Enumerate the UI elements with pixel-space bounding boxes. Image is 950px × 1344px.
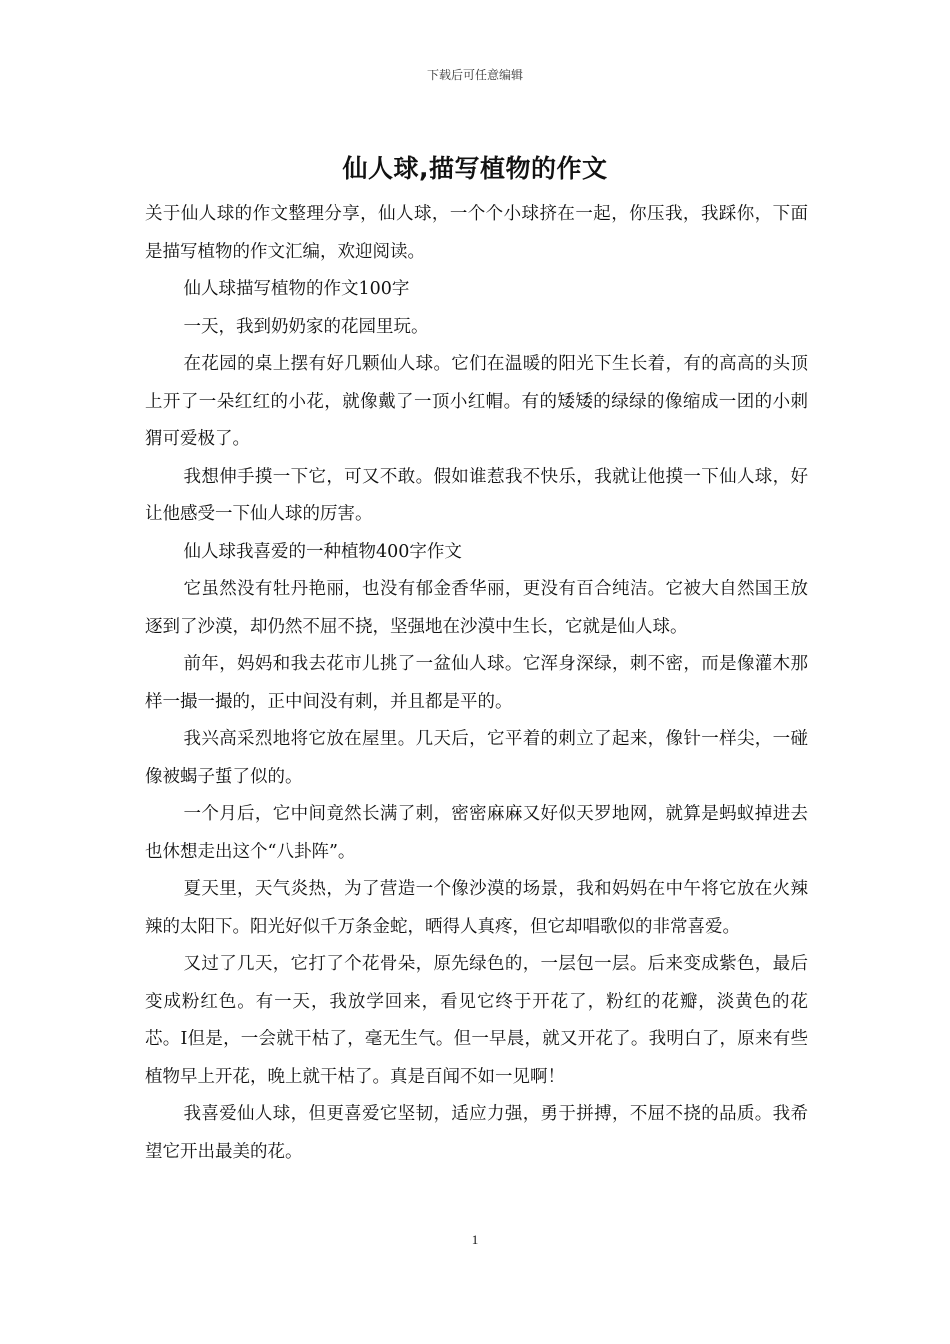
paragraph: 夏天里，天气炎热，为了营造一个像沙漠的场景，我和妈妈在中午将它放在火辣辣的太阳下。阳光好似千万条金蛇，晒得人真疼，但它却唱歌似的非常喜爱。 [145,879,808,937]
paragraph: 前年，妈妈和我去花市儿挑了一盆仙人球。它浑身深绿，刺不密，而是像灌木那样一撮一撮的，正中间没有刺，并且都是平的。 [145,654,808,712]
paragraph: 又过了几天，它打了个花骨朵，原先绿色的，一层包一层。后来变成紫色，最后变成粉红色。有一天，我放学回来，看见它终于开花了，粉红的花瓣，淡黄色的花芯。I但是，一会就干枯了，毫无生气。但一早晨，就又开花了。我明白了，原来有些植物早上开花，晚上就干枯了。真是百闻不如一见啊！ [145,954,808,1087]
paragraph-intro: 关于仙人球的作文整理分享，仙人球，一个个小球挤在一起，你压我，我踩你，下面是描写植物的作文汇编，欢迎阅读。 [145,204,808,262]
document-body [145,196,808,1171]
paragraph: 我想伸手摸一下它，可又不敢。假如谁惹我不快乐，我就让他摸一下仙人球，好让他感受一下仙人球的厉害。 [145,466,808,524]
paragraph: 一个月后，它中间竟然长满了刺，密密麻麻又好似天罗地网，就算是蚂蚁掉进去也休想走出这个“八卦阵”。 [145,804,808,862]
paragraph: 一天，我到奶奶家的花园里玩。 [183,316,429,337]
paragraph: 我喜爱仙人球，但更喜爱它坚韧，适应力强，勇于拼搏，不屈不挠的品质。我希望它开出最美的花。 [145,1104,808,1162]
document-title: 仙人球,描写植物的作文 [342,154,608,183]
section-heading-400: 仙人球我喜爱的一种植物400字作文 [183,541,462,562]
page-number: 1 [471,1232,479,1247]
paragraph: 在花园的桌上摆有好几颗仙人球。它们在温暖的阳光下生长着，有的高高的头顶上开了一朵红红的小花，就像戴了一顶小红帽。有的矮矮的绿绿的像缩成一团的小刺猬可爱极了。 [145,354,808,449]
page-header-note: 下载后可任意编辑 [426,68,523,82]
section-heading-100: 仙人球描写植物的作文100字 [183,279,410,299]
paragraph: 我兴高采烈地将它放在屋里。几天后，它平着的刺立了起来，像针一样尖，一碰像被蝎子蜇了似的。 [145,729,808,787]
paragraph: 它虽然没有牡丹艳丽，也没有郁金香华丽，更没有百合纯洁。它被大自然国王放逐到了沙漠，却仍然不屈不挠，坚强地在沙漠中生长，它就是仙人球。 [145,579,808,637]
